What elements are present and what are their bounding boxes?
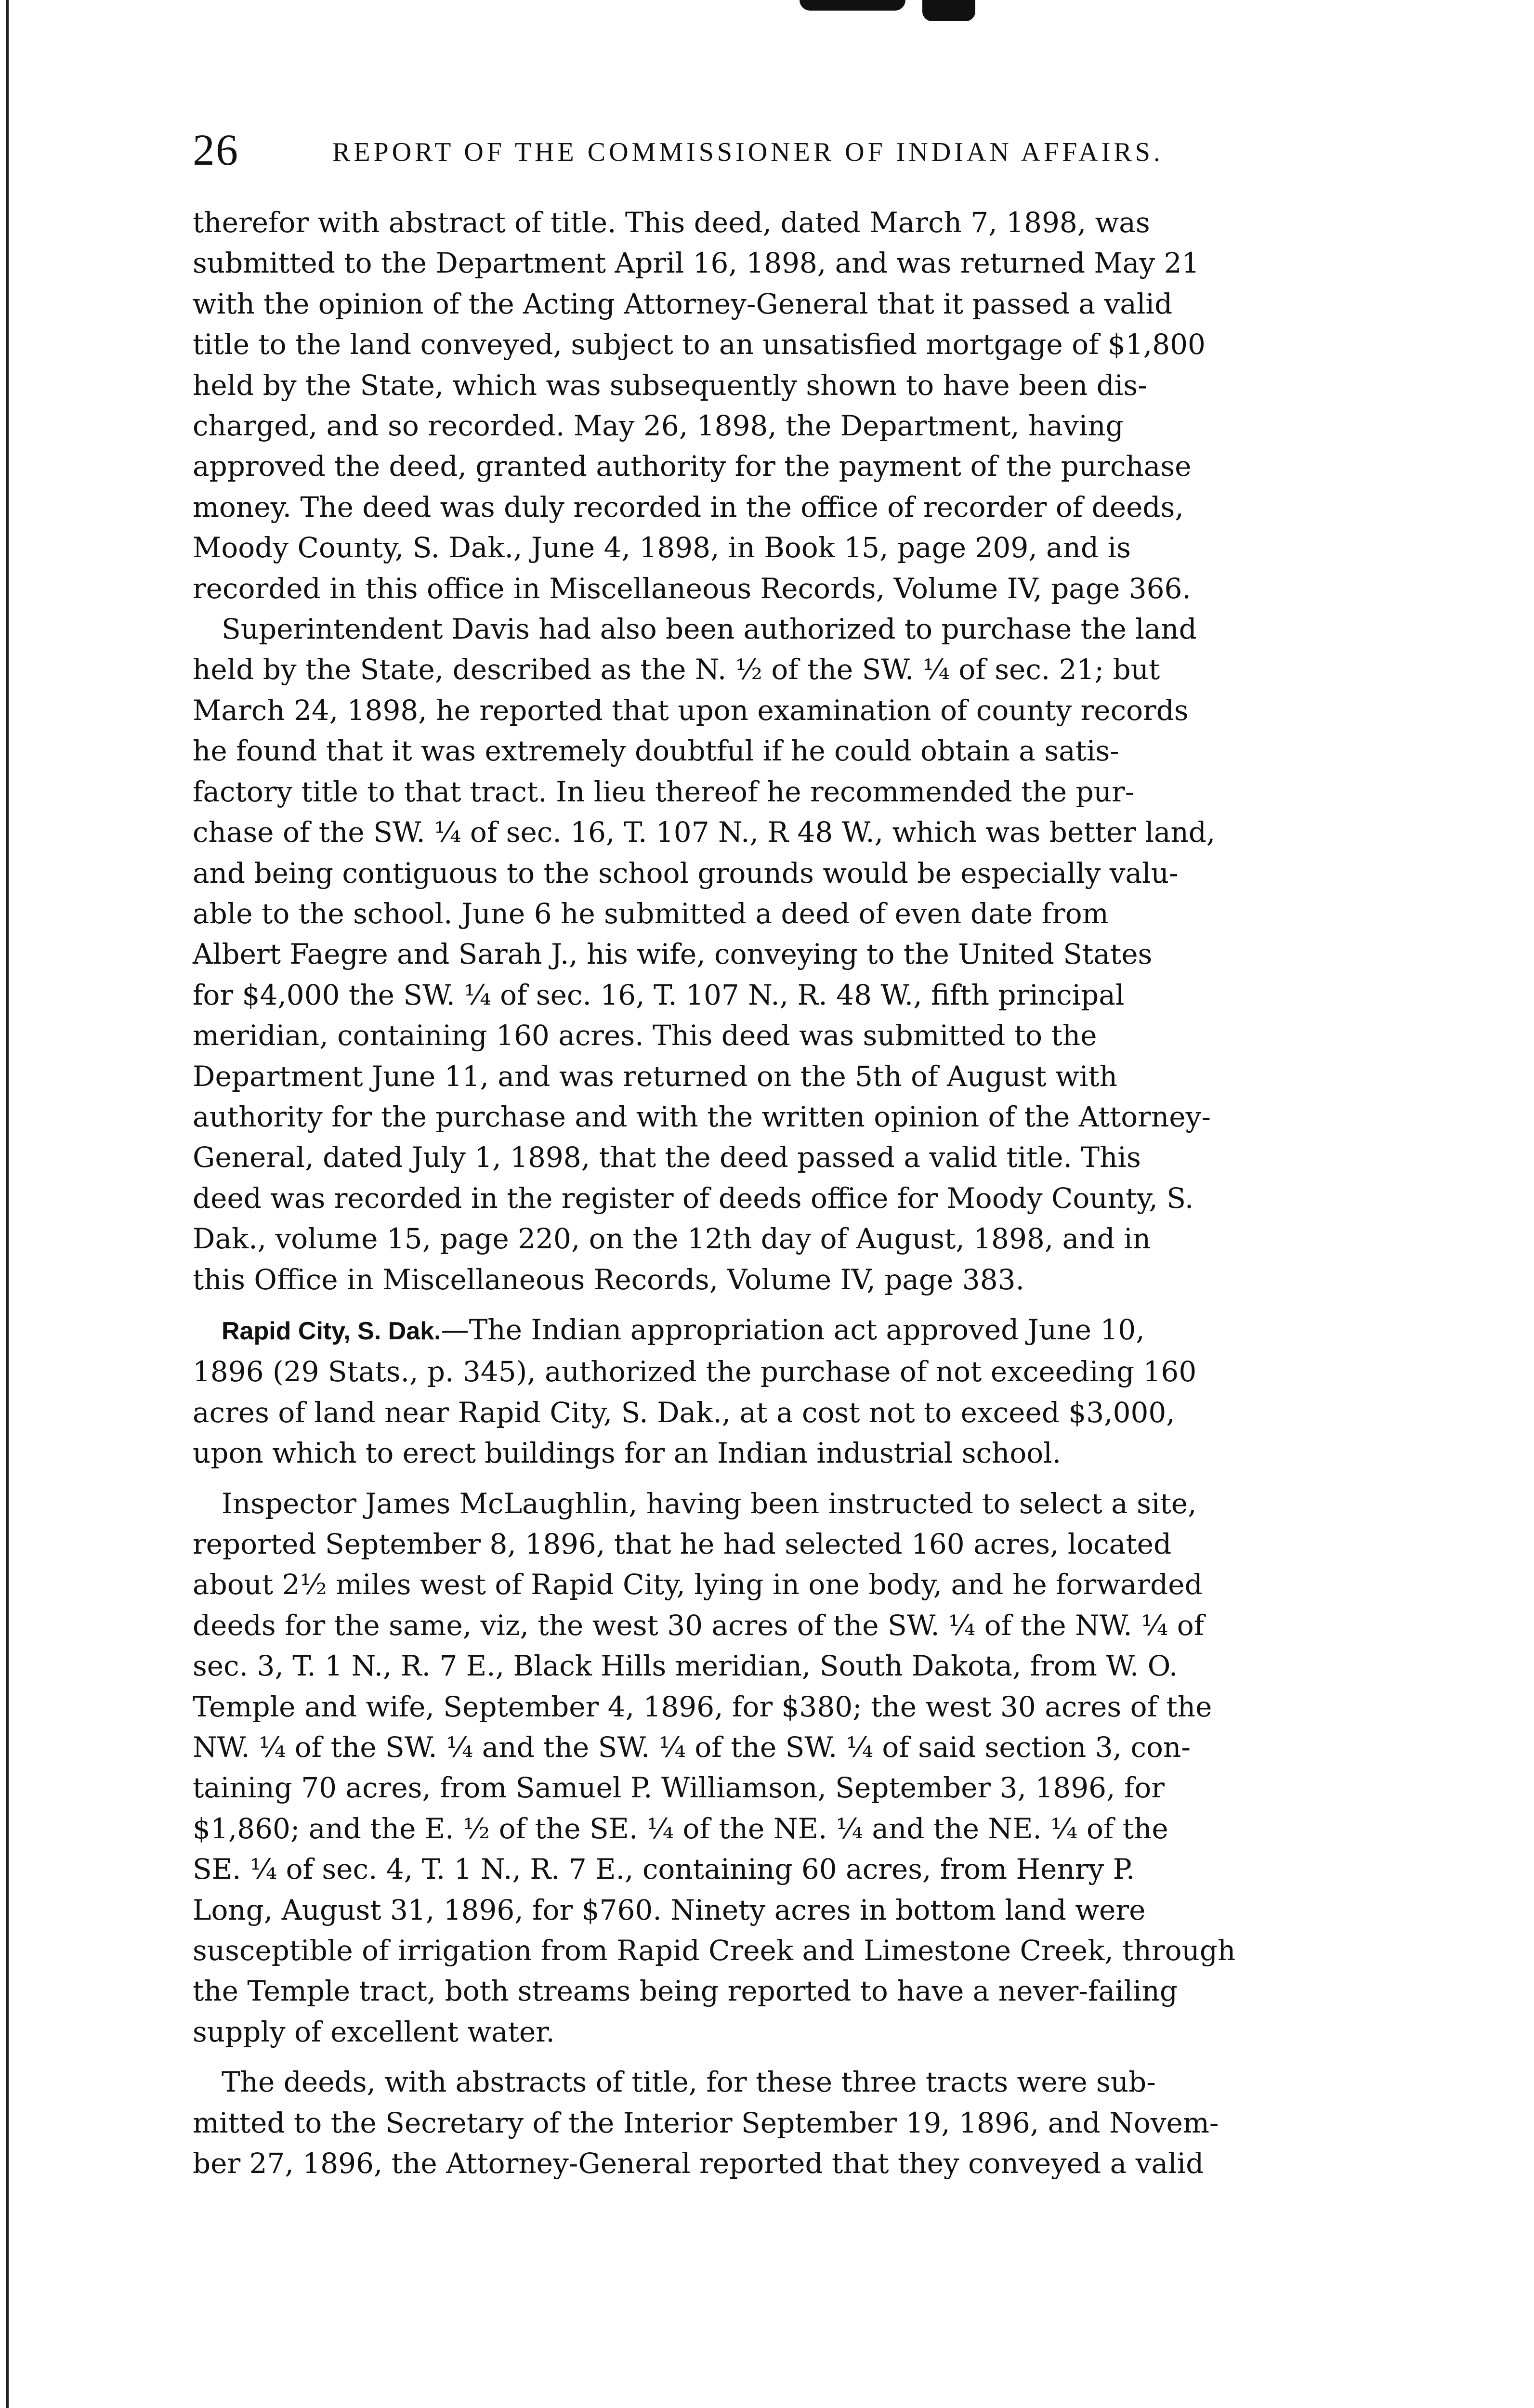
- text-line: about 2½ miles west of Rapid City, lying in one body, and he forwarded: [193, 1568, 1203, 1601]
- text-line: authority for the purchase and with the written opinion of the Attorney-: [193, 1100, 1211, 1133]
- paragraph-rapid-city: [193, 1309, 1435, 1474]
- text-line: Long, August 31, 1896, for $760. Ninety acres in bottom land were: [193, 1893, 1146, 1926]
- page-number: 26: [193, 125, 239, 174]
- text-line: deed was recorded in the register of deeds office for Moody County, S.: [193, 1181, 1194, 1215]
- text-line: Department June 11, and was returned on the 5th of August with: [193, 1060, 1118, 1093]
- text-line: Moody County, S. Dak., June 4, 1898, in Book 15, page 209, and is: [193, 531, 1131, 564]
- text-line: 1896 (29 Stats., p. 345), authorized the purchase of not exceeding 160: [193, 1355, 1197, 1388]
- text-line: meridian, containing 160 acres. This deed was submitted to the: [193, 1019, 1097, 1052]
- text-line: upon which to erect buildings for an Indian industrial school.: [193, 1437, 1062, 1470]
- text-line: able to the school. June 6 he submitted a deed of even date from: [193, 897, 1109, 930]
- text-line: charged, and so recorded. May 26, 1898, the Department, having: [193, 409, 1124, 443]
- running-title: REPORT OF THE COMMISSIONER OF INDIAN AFFAIRS.: [332, 137, 1164, 167]
- text-fragment: —The Indian appropriation act approved June 10,: [441, 1313, 1145, 1346]
- text-line: $1,860; and the E. ½ of the SE. ¼ of the NE. ¼ and the NE. ¼ of the: [193, 1812, 1168, 1845]
- text-line: susceptible of irrigation from Rapid Creek and Limestone Creek, through: [193, 1934, 1236, 1967]
- text-line: he found that it was extremely doubtful if he could obtain a satis-: [193, 734, 1119, 768]
- text-line: submitted to the Department April 16, 1898, and was returned May 21: [193, 247, 1200, 280]
- text-line: therefor with abstract of title. This deed, dated March 7, 1898, was: [193, 206, 1150, 239]
- section-run-in-heading: Rapid City, S. Dak.: [222, 1317, 441, 1345]
- text-line: Inspector James McLaughlin, having been instructed to select a site,: [222, 1487, 1197, 1520]
- body-text: [193, 202, 1435, 2184]
- text-line: The deeds, with abstracts of title, for these three tracts were sub-: [222, 2066, 1156, 2099]
- text-line: acres of land near Rapid City, S. Dak., at a cost not to exceed $3,000,: [193, 1396, 1175, 1429]
- text-line: with the opinion of the Acting Attorney-General that it passed a valid: [193, 287, 1173, 320]
- text-line: [193, 1309, 1435, 1351]
- text-line: General, dated July 1, 1898, that the deed passed a valid title. This: [193, 1141, 1141, 1174]
- paragraph-1: [193, 202, 1435, 609]
- text-line: reported September 8, 1896, that he had selected 160 acres, located: [193, 1528, 1172, 1560]
- text-line: Superintendent Davis had also been authorized to purchase the land: [222, 613, 1197, 646]
- text-line: sec. 3, T. 1 N., R. 7 E., Black Hills meridian, South Dakota, from W. O.: [193, 1649, 1178, 1683]
- text-line: Albert Faegre and Sarah J., his wife, conveying to the United States: [193, 938, 1153, 971]
- text-line: taining 70 acres, from Samuel P. Williamson, September 3, 1896, for: [193, 1771, 1165, 1805]
- text-line: Dak., volume 15, page 220, on the 12th day of August, 1898, and in: [193, 1222, 1151, 1256]
- text-line: and being contiguous to the school grounds would be especially valu-: [193, 856, 1179, 890]
- text-line: money. The deed was duly recorded in the office of recorder of deeds,: [193, 490, 1184, 523]
- text-line: supply of excellent water.: [193, 2015, 555, 2048]
- text-line: SE. ¼ of sec. 4, T. 1 N., R. 7 E., containing 60 acres, from Henry P.: [193, 1853, 1135, 1886]
- text-line: ber 27, 1896, the Attorney-General reported that they conveyed a valid: [193, 2147, 1204, 2180]
- scan-left-edge: [6, 0, 9, 2408]
- paragraph-2: [193, 609, 1435, 1300]
- text-line: held by the State, which was subsequently shown to have been dis-: [193, 368, 1147, 402]
- text-line: NW. ¼ of the SW. ¼ and the SW. ¼ of the SW. ¼ of said section 3, con-: [193, 1731, 1191, 1764]
- text-line: recorded in this office in Miscellaneous Records, Volume IV, page 366.: [193, 572, 1191, 605]
- page-header: [193, 124, 1329, 177]
- paragraph-4: [193, 1483, 1435, 2053]
- top-edge-ink-mark: [800, 0, 978, 21]
- text-line: for $4,000 the SW. ¼ of sec. 16, T. 107 N., R. 48 W., fifth principal: [193, 978, 1125, 1011]
- paragraph-5: [193, 2062, 1435, 2184]
- text-line: mitted to the Secretary of the Interior September 19, 1896, and Novem-: [193, 2106, 1219, 2139]
- text-line: factory title to that tract. In lieu thereof he recommended the pur-: [193, 775, 1135, 808]
- text-line: held by the State, described as the N. ½ of the SW. ¼ of sec. 21; but: [193, 653, 1160, 686]
- text-line: this Office in Miscellaneous Records, Volume IV, page 383.: [193, 1263, 1024, 1296]
- text-line: the Temple tract, both streams being reported to have a never-failing: [193, 1975, 1178, 2008]
- text-line: approved the deed, granted authority for the payment of the purchase: [193, 450, 1192, 483]
- text-line: Temple and wife, September 4, 1896, for $380; the west 30 acres of the: [193, 1690, 1212, 1723]
- text-line: chase of the SW. ¼ of sec. 16, T. 107 N., R 48 W., which was better land,: [193, 816, 1216, 849]
- text-line: deeds for the same, viz, the west 30 acres of the SW. ¼ of the NW. ¼ of: [193, 1609, 1205, 1642]
- text-line: March 24, 1898, he reported that upon examination of county records: [193, 694, 1189, 727]
- text-line: title to the land conveyed, subject to an unsatisfied mortgage of $1,800: [193, 328, 1206, 361]
